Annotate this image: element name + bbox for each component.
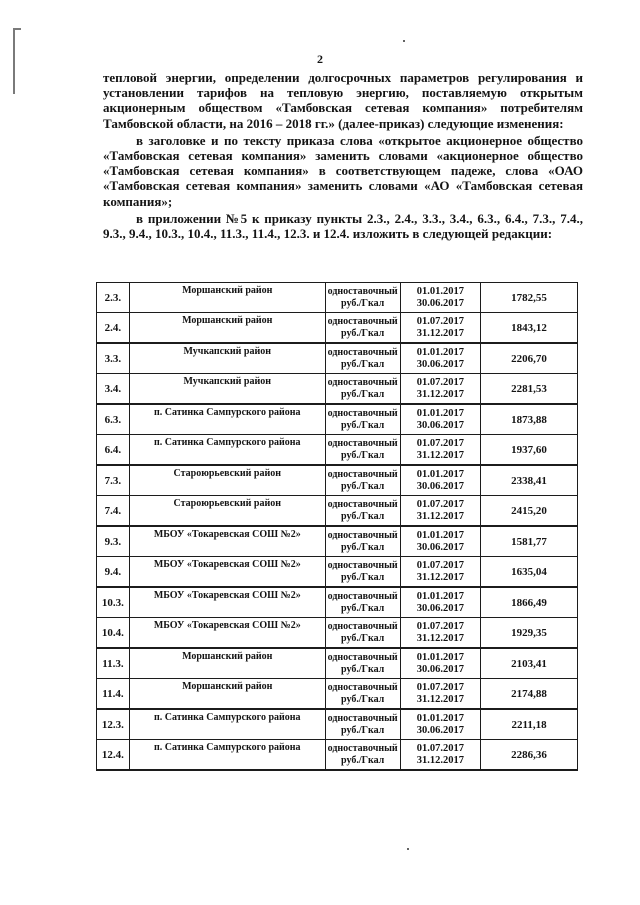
item-number-cell: 12.3. (97, 709, 130, 740)
period-start: 01.07.2017 (416, 681, 464, 693)
table-row (97, 374, 578, 405)
tariff-value-cell: 1873,88 (481, 404, 578, 435)
unit-cell (325, 618, 400, 649)
period-end: 31.12.2017 (416, 571, 464, 583)
rate-unit: руб./Гкал (341, 693, 385, 705)
unit-cell (325, 526, 400, 557)
period-cell (400, 679, 480, 710)
period-cell (400, 526, 480, 557)
table-row (97, 679, 578, 710)
area-cell: МБОУ «Токаревская СОШ №2» (129, 526, 325, 557)
period-cell (400, 465, 480, 496)
table-row (97, 283, 578, 313)
area-cell: п. Сатинка Сампурского района (129, 709, 325, 740)
item-number-cell: 10.4. (97, 618, 130, 649)
area-cell: Староюрьевский район (129, 465, 325, 496)
tariff-value-cell: 1937,60 (481, 435, 578, 466)
unit-cell (325, 648, 400, 679)
rate-unit: руб./Гкал (341, 602, 385, 614)
period-start: 01.01.2017 (416, 590, 464, 602)
tariff-value-cell: 2206,70 (481, 343, 578, 374)
tariff-value-cell: 1866,49 (481, 587, 578, 618)
period-end: 31.12.2017 (416, 632, 464, 644)
tariff-value-cell: 2286,36 (481, 740, 578, 771)
period-start: 01.07.2017 (416, 376, 464, 388)
rate-unit: руб./Гкал (341, 632, 385, 644)
rate-type: одноставочный (327, 529, 398, 541)
unit-cell (325, 283, 400, 313)
tariff-value-cell: 2174,88 (481, 679, 578, 710)
rate-type: одноставочный (327, 712, 398, 724)
unit-cell (325, 313, 400, 344)
unit-cell (325, 465, 400, 496)
unit-cell (325, 709, 400, 740)
period-cell (400, 374, 480, 405)
rate-unit: руб./Гкал (341, 663, 385, 675)
rate-type: одноставочный (327, 285, 398, 297)
tariff-value-cell: 1635,04 (481, 557, 578, 588)
period-end: 31.12.2017 (416, 388, 464, 400)
period-cell (400, 283, 480, 313)
period-start: 01.07.2017 (416, 437, 464, 449)
intro-paragraph: тепловой энергии, определении долгосрочных параметров регулирования и установлении тарифов на тепловую энергию, поставляемую открытым акционерным обществом «Тамбовская сетевая компания» потребителям Тамбовской области, на 2016 – 2018 гг.» (далее-приказ) следующие изменения: (103, 70, 583, 131)
unit-cell (325, 343, 400, 374)
period-cell (400, 496, 480, 527)
period-cell (400, 740, 480, 771)
scan-speck (407, 848, 409, 850)
period-start: 01.07.2017 (416, 315, 464, 327)
table-row (97, 557, 578, 588)
period-end: 30.06.2017 (416, 663, 464, 675)
period-start: 01.07.2017 (416, 498, 464, 510)
period-end: 31.12.2017 (416, 754, 464, 766)
period-start: 01.07.2017 (416, 620, 464, 632)
rate-type: одноставочный (327, 346, 398, 358)
tariff-value-cell: 2211,18 (481, 709, 578, 740)
rate-type: одноставочный (327, 559, 398, 571)
unit-cell (325, 404, 400, 435)
area-cell: Моршанский район (129, 679, 325, 710)
amendment-paragraph-2: в приложении №5 к приказу пункты 2.3., 2.4., 3.3., 3.4., 6.3., 6.4., 7.3., 7.4., 9.3., 9.4., 10.3., 10.4., 11.3., 11.4., 12.3. и 12.4. изложить в следующей редакции: (103, 210, 583, 242)
item-number-cell: 2.4. (97, 313, 130, 344)
table-row (97, 587, 578, 618)
item-number-cell: 9.4. (97, 557, 130, 588)
period-end: 31.12.2017 (416, 327, 464, 339)
table-row (97, 648, 578, 679)
period-cell (400, 618, 480, 649)
item-number-cell: 6.3. (97, 404, 130, 435)
period-cell (400, 709, 480, 740)
period-cell (400, 404, 480, 435)
table-row (97, 740, 578, 771)
rate-type: одноставочный (327, 498, 398, 510)
period-cell (400, 435, 480, 466)
rate-unit: руб./Гкал (341, 358, 385, 370)
item-number-cell: 10.3. (97, 587, 130, 618)
unit-cell (325, 435, 400, 466)
tariff-value-cell: 2415,20 (481, 496, 578, 527)
tariff-value-cell: 2103,41 (481, 648, 578, 679)
page-number: 2 (317, 52, 323, 66)
rate-unit: руб./Гкал (341, 480, 385, 492)
item-number-cell: 11.3. (97, 648, 130, 679)
area-cell: Моршанский район (129, 648, 325, 679)
area-cell: Мучкапский район (129, 374, 325, 405)
rate-type: одноставочный (327, 681, 398, 693)
table-row (97, 313, 578, 344)
tariff-table (96, 282, 578, 771)
unit-cell (325, 557, 400, 588)
tariff-value-cell: 1782,55 (481, 283, 578, 313)
table-row (97, 526, 578, 557)
unit-cell (325, 587, 400, 618)
amendment-paragraph-1: в заголовке и по тексту приказа слова «открытое акционерное общество «Тамбовская сетевая компания» заменить словами «акционерное общество «Тамбовская сетевая компания» в соответствующем падеже, слова «ОАО «Тамбовская сетевая компания» заменить словами «АО «Тамбовская сетевая компания»; (103, 132, 583, 209)
item-number-cell: 7.3. (97, 465, 130, 496)
rate-type: одноставочный (327, 620, 398, 632)
period-cell (400, 587, 480, 618)
area-cell: п. Сатинка Сампурского района (129, 404, 325, 435)
period-end: 31.12.2017 (416, 693, 464, 705)
item-number-cell: 11.4. (97, 679, 130, 710)
tariff-value-cell: 1843,12 (481, 313, 578, 344)
rate-unit: руб./Гкал (341, 510, 385, 522)
table-row (97, 465, 578, 496)
document-body (103, 70, 583, 241)
rate-unit: руб./Гкал (341, 419, 385, 431)
area-cell: Моршанский район (129, 283, 325, 313)
table-row (97, 709, 578, 740)
period-end: 30.06.2017 (416, 541, 464, 553)
period-cell (400, 648, 480, 679)
rate-unit: руб./Гкал (341, 297, 385, 309)
period-start: 01.07.2017 (416, 559, 464, 571)
unit-cell (325, 496, 400, 527)
rate-type: одноставочный (327, 468, 398, 480)
item-number-cell: 12.4. (97, 740, 130, 771)
period-end: 31.12.2017 (416, 449, 464, 461)
rate-type: одноставочный (327, 651, 398, 663)
period-cell (400, 343, 480, 374)
item-number-cell: 3.4. (97, 374, 130, 405)
period-end: 30.06.2017 (416, 419, 464, 431)
area-cell: Мучкапский район (129, 343, 325, 374)
tariff-value-cell: 2281,53 (481, 374, 578, 405)
period-end: 30.06.2017 (416, 724, 464, 736)
rate-unit: руб./Гкал (341, 724, 385, 736)
unit-cell (325, 374, 400, 405)
period-end: 30.06.2017 (416, 358, 464, 370)
area-cell: МБОУ «Токаревская СОШ №2» (129, 587, 325, 618)
period-start: 01.07.2017 (416, 742, 464, 754)
rate-type: одноставочный (327, 315, 398, 327)
rate-type: одноставочный (327, 376, 398, 388)
rate-unit: руб./Гкал (341, 541, 385, 553)
period-cell (400, 557, 480, 588)
rate-unit: руб./Гкал (341, 449, 385, 461)
rate-unit: руб./Гкал (341, 327, 385, 339)
period-start: 01.01.2017 (416, 407, 464, 419)
table-row (97, 404, 578, 435)
area-cell: п. Сатинка Сампурского района (129, 740, 325, 771)
scan-speck (403, 40, 405, 42)
period-end: 30.06.2017 (416, 602, 464, 614)
scan-margin-tick (13, 28, 21, 30)
period-end: 30.06.2017 (416, 480, 464, 492)
unit-cell (325, 679, 400, 710)
period-end: 30.06.2017 (416, 297, 464, 309)
rate-type: одноставочный (327, 437, 398, 449)
item-number-cell: 9.3. (97, 526, 130, 557)
period-start: 01.01.2017 (416, 285, 464, 297)
tariff-value-cell: 1581,77 (481, 526, 578, 557)
table-row (97, 618, 578, 649)
rate-type: одноставочный (327, 742, 398, 754)
area-cell: МБОУ «Токаревская СОШ №2» (129, 618, 325, 649)
period-start: 01.01.2017 (416, 468, 464, 480)
item-number-cell: 3.3. (97, 343, 130, 374)
period-start: 01.01.2017 (416, 712, 464, 724)
area-cell: п. Сатинка Сампурского района (129, 435, 325, 466)
period-start: 01.01.2017 (416, 651, 464, 663)
rate-type: одноставочный (327, 407, 398, 419)
table-row (97, 435, 578, 466)
period-end: 31.12.2017 (416, 510, 464, 522)
area-cell: Староюрьевский район (129, 496, 325, 527)
tariff-value-cell: 2338,41 (481, 465, 578, 496)
rate-unit: руб./Гкал (341, 571, 385, 583)
tariff-value-cell: 1929,35 (481, 618, 578, 649)
item-number-cell: 7.4. (97, 496, 130, 527)
area-cell: МБОУ «Токаревская СОШ №2» (129, 557, 325, 588)
area-cell: Моршанский район (129, 313, 325, 344)
table-row (97, 496, 578, 527)
item-number-cell: 2.3. (97, 283, 130, 313)
period-start: 01.01.2017 (416, 529, 464, 541)
item-number-cell: 6.4. (97, 435, 130, 466)
unit-cell (325, 740, 400, 771)
rate-unit: руб./Гкал (341, 388, 385, 400)
rate-unit: руб./Гкал (341, 754, 385, 766)
table-row (97, 343, 578, 374)
period-cell (400, 313, 480, 344)
rate-type: одноставочный (327, 590, 398, 602)
period-start: 01.01.2017 (416, 346, 464, 358)
